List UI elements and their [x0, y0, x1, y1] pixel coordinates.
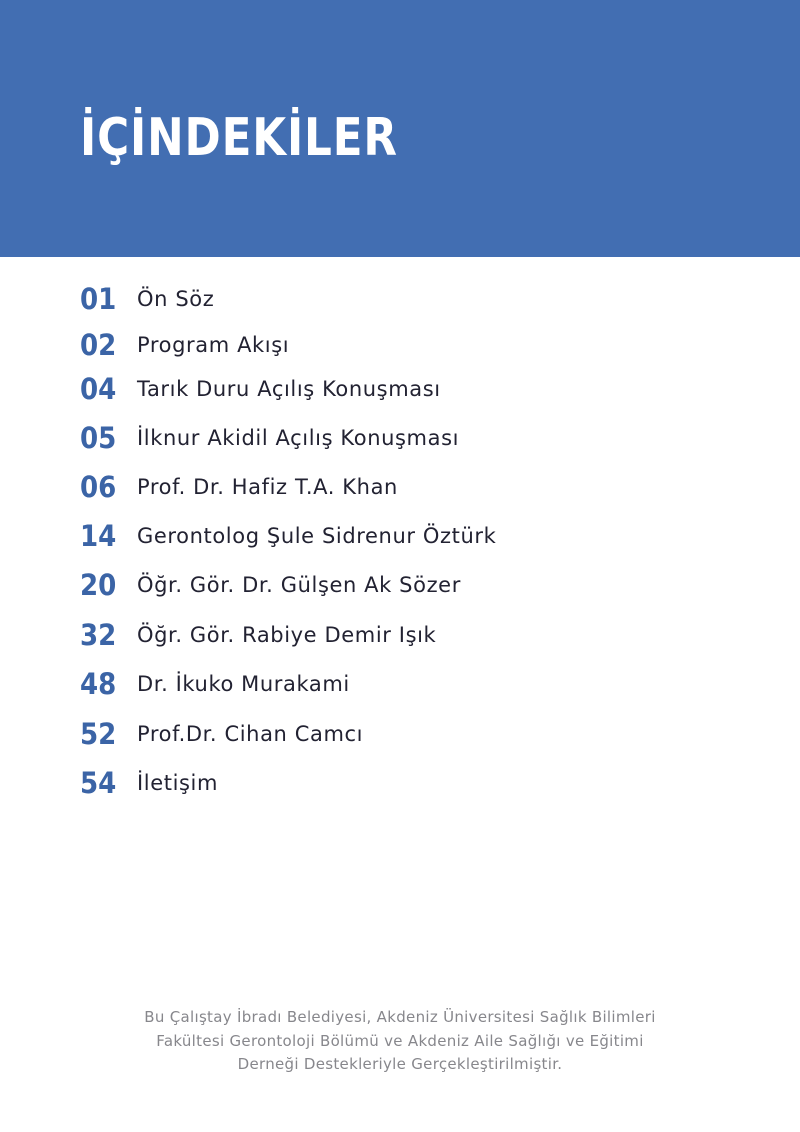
toc-entry[interactable] [80, 565, 760, 605]
toc-entry-title: Öğr. Gör. Dr. Gülşen Ak Sözer [137, 573, 461, 597]
toc-entry[interactable] [80, 325, 760, 365]
toc-entry[interactable] [80, 467, 760, 507]
toc-page-number: 52 [80, 717, 117, 751]
toc-entry-title: İletişim [137, 771, 219, 795]
toc-entry[interactable] [80, 516, 760, 556]
toc-page-number: 54 [80, 766, 117, 800]
footer-line: Derneği Destekleriyle Gerçekleştirilmiştir. [237, 1055, 563, 1073]
toc-entry[interactable] [80, 369, 760, 409]
toc-entry[interactable] [80, 418, 760, 458]
toc-entry-title: İlknur Akidil Açılış Konuşması [137, 426, 460, 450]
toc-entry-title: Tarık Duru Açılış Konuşması [137, 377, 441, 401]
toc-page-number: 02 [80, 328, 117, 362]
footer-line: Fakültesi Gerontoloji Bölümü ve Akdeniz Aile Sağlığı ve Eğitimi [156, 1031, 644, 1050]
toc-page-number: 01 [80, 282, 117, 316]
toc-entry[interactable] [80, 279, 760, 319]
toc-page-number: 14 [80, 519, 117, 553]
toc-entry[interactable] [80, 714, 760, 754]
toc-entry[interactable] [80, 615, 760, 655]
toc-entry-title: Gerontolog Şule Sidrenur Öztürk [137, 524, 497, 548]
footer-line: Bu Çalıştay İbradı Belediyesi, Akdeniz Üniversitesi Sağlık Bilimleri [144, 1008, 656, 1026]
page-title: İÇİNDEKİLER [80, 108, 398, 168]
toc-entry-title: Prof.Dr. Cihan Camcı [137, 722, 364, 746]
toc-entry[interactable] [80, 664, 760, 704]
toc-entry-title: Program Akışı [137, 333, 290, 357]
header-banner [0, 0, 800, 257]
toc-entry[interactable] [80, 763, 760, 803]
toc-page-number: 04 [80, 372, 117, 406]
toc-entry-title: Prof. Dr. Hafiz T.A. Khan [137, 475, 398, 499]
toc-entry-title: Dr. İkuko Murakami [137, 672, 350, 696]
toc-page-number: 32 [80, 618, 117, 652]
toc-page-number: 05 [80, 421, 117, 455]
toc-page-number: 06 [80, 470, 117, 504]
toc-entry-title: Öğr. Gör. Rabiye Demir Işık [137, 623, 437, 647]
toc-page-number: 48 [80, 667, 117, 701]
toc-page-number: 20 [80, 568, 117, 602]
footer-note [100, 1006, 700, 1077]
toc-entry-title: Ön Söz [137, 287, 215, 311]
